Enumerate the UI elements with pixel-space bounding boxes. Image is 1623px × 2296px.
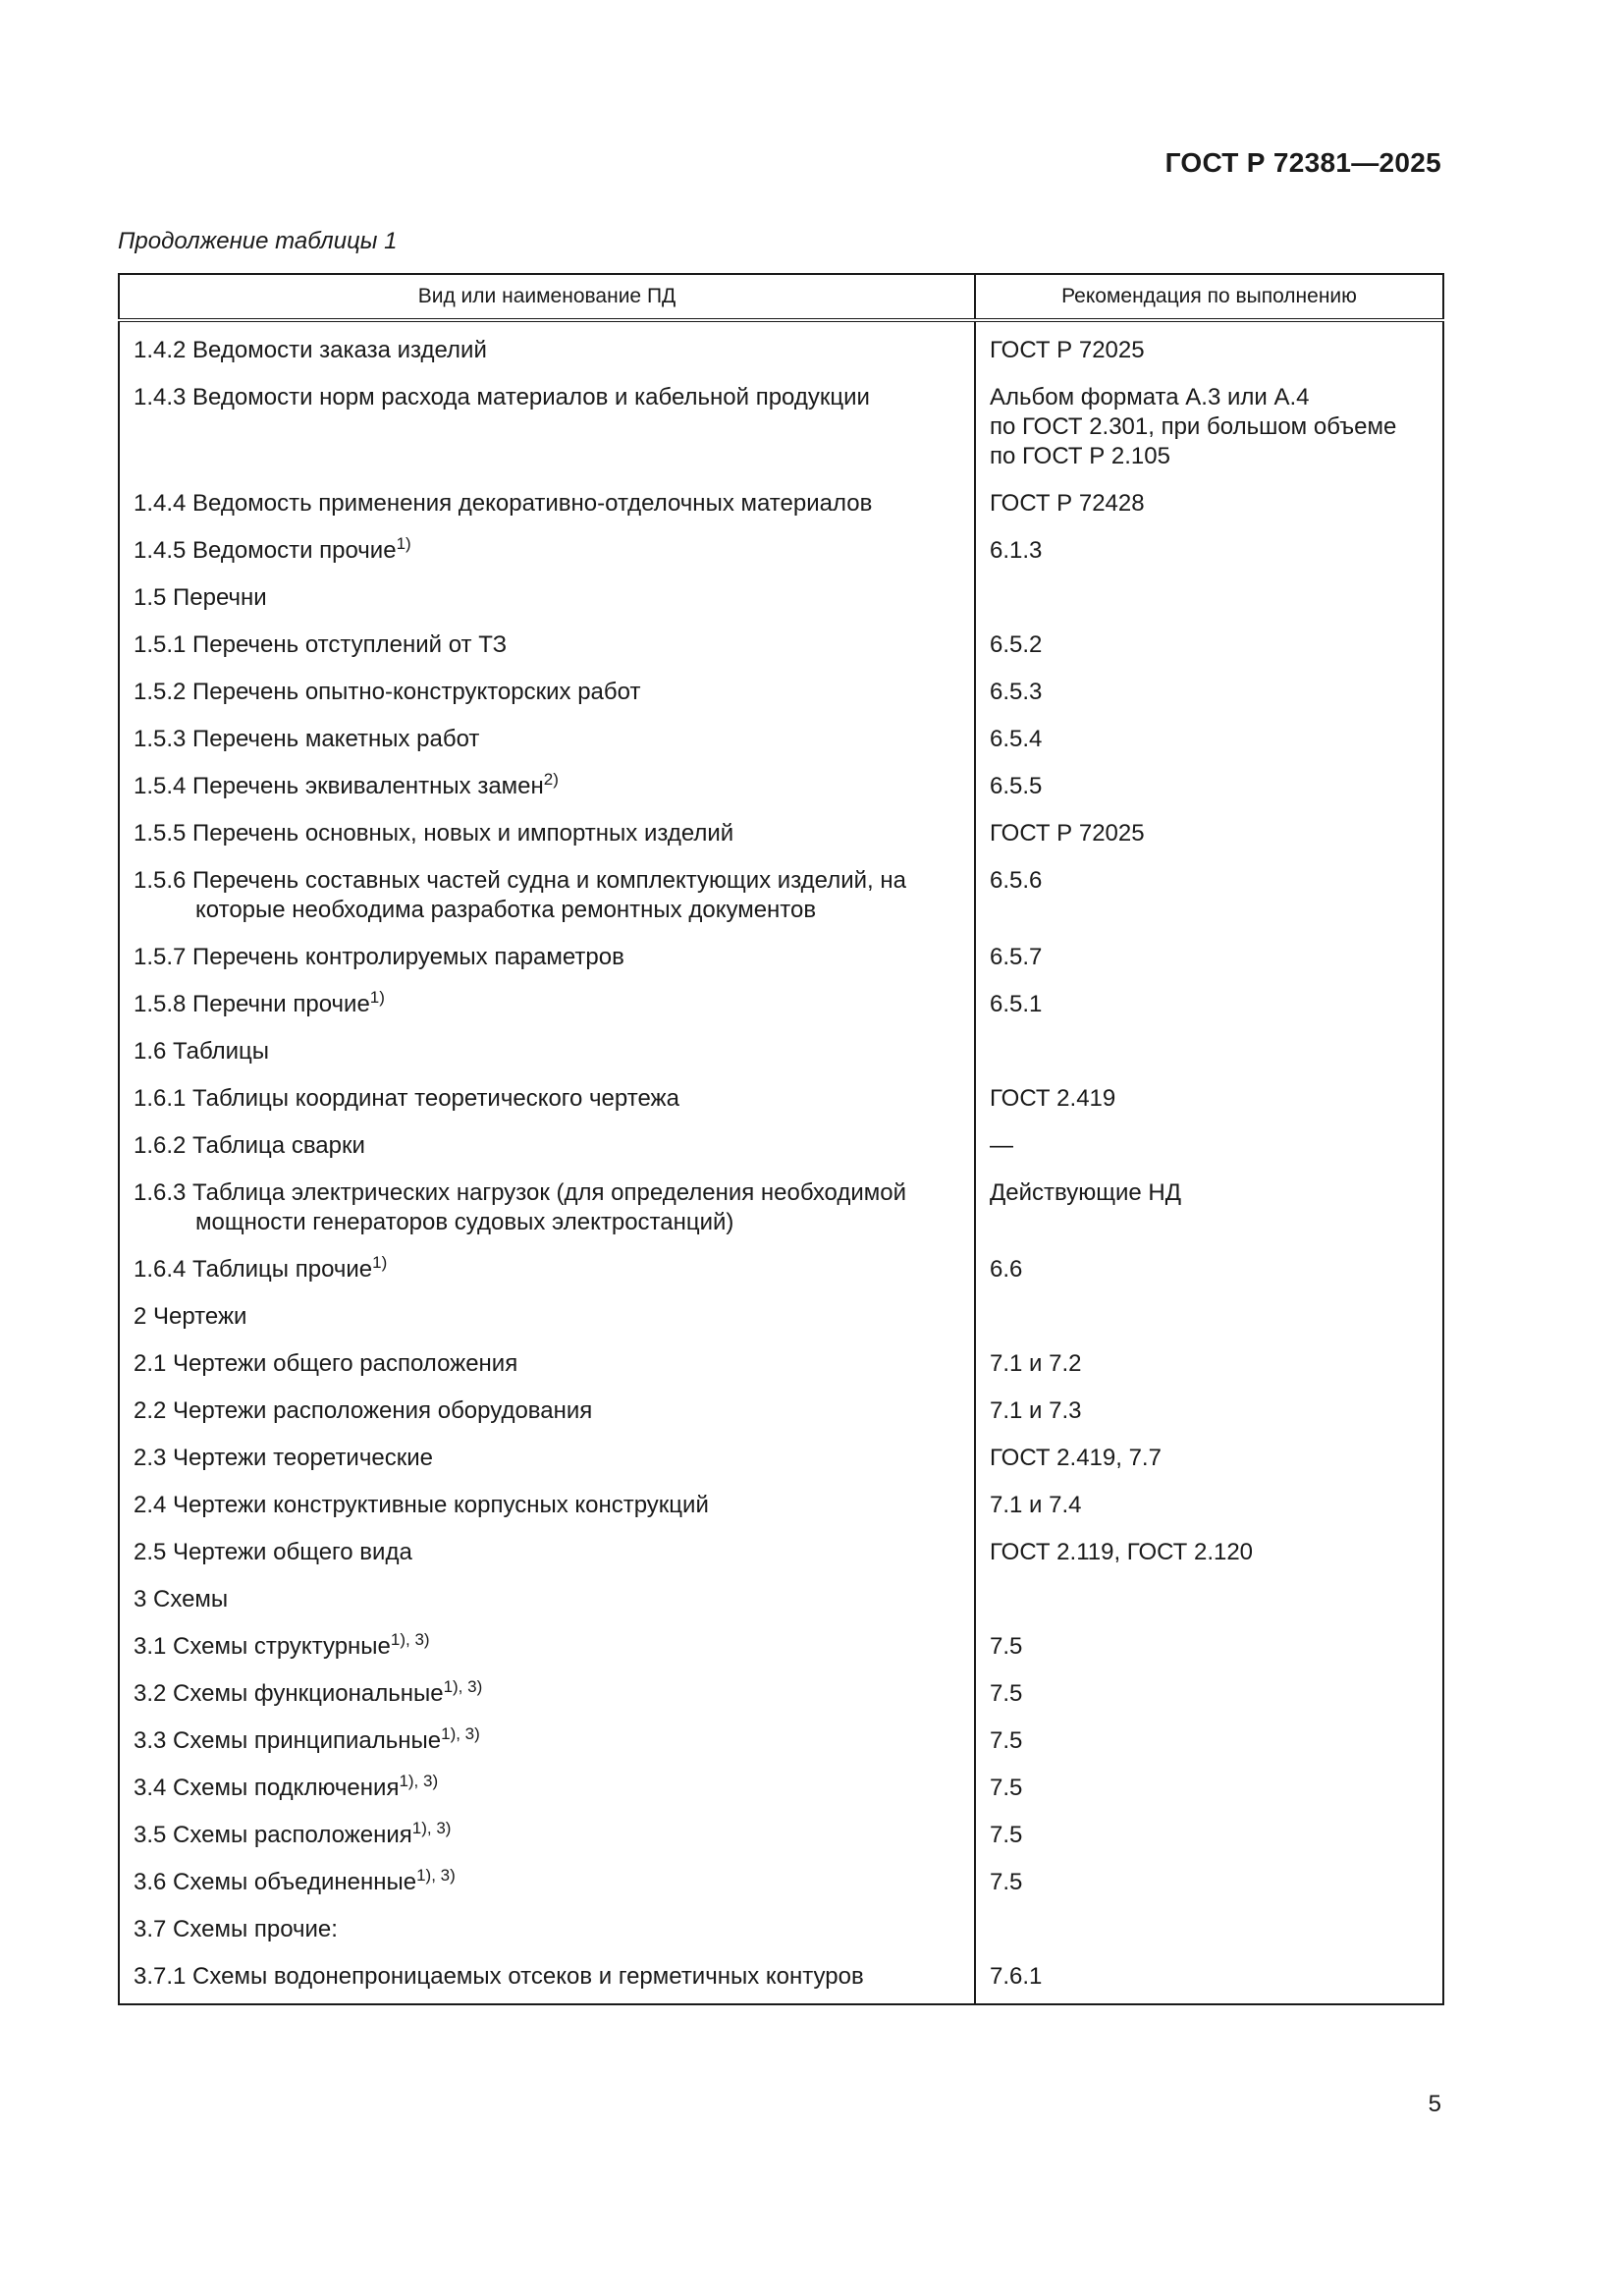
document-type-text: 3.1 Схемы структурные <box>134 1633 391 1660</box>
row-name-cell <box>119 1575 975 1622</box>
documentation-table <box>118 273 1444 2005</box>
recommendation-text: 7.5 <box>990 1869 1023 1895</box>
table-row <box>119 1387 1443 1434</box>
column-header-name: Вид или наименование ПД <box>119 274 975 320</box>
document-type-text: 2 Чертежи <box>134 1303 247 1330</box>
recommendation-text: ГОСТ Р 72428 <box>990 490 1145 517</box>
document-type-text: 1.6.4 Таблицы прочие <box>134 1256 373 1283</box>
row-recommendation-cell <box>975 1387 1443 1434</box>
row-name-cell <box>119 668 975 715</box>
document-type-text: 2.1 Чертежи общего расположения <box>134 1350 518 1377</box>
document-type-text: 1.4.2 Ведомости заказа изделий <box>134 337 487 363</box>
recommendation-text: 7.1 и 7.2 <box>990 1350 1082 1377</box>
row-name-cell <box>119 1027 975 1074</box>
document-type-text: 3.5 Схемы расположения <box>134 1822 412 1848</box>
document-type-name <box>134 1444 960 1473</box>
table-row <box>119 1481 1443 1528</box>
row-recommendation-cell <box>975 1121 1443 1169</box>
row-recommendation-cell <box>975 1074 1443 1121</box>
document-type-name <box>134 1962 960 1992</box>
document-type-name <box>134 1585 960 1614</box>
row-name-cell <box>119 320 975 373</box>
table-row <box>119 1905 1443 1952</box>
row-name-cell <box>119 1387 975 1434</box>
footnote-marker: 1) <box>369 988 385 1007</box>
document-type-text: 1.4.4 Ведомость применения декоративно-отделочных материалов <box>134 490 873 517</box>
row-name-cell <box>119 621 975 668</box>
footnote-marker: 2) <box>543 770 559 789</box>
row-recommendation-cell <box>975 762 1443 809</box>
row-recommendation-cell <box>975 856 1443 933</box>
document-type-name <box>134 489 960 519</box>
document-type-text: 1.6.3 Таблица электрических нагрузок (для определения необходимой мощности генераторов судовых электростанций) <box>134 1179 907 1235</box>
row-recommendation-cell <box>975 1717 1443 1764</box>
table-row <box>119 1575 1443 1622</box>
recommendation-text: 7.1 и 7.3 <box>990 1397 1082 1424</box>
row-name-cell <box>119 809 975 856</box>
row-recommendation-cell <box>975 1339 1443 1387</box>
document-type-name <box>134 725 960 754</box>
document-type-text: 1.4.5 Ведомости прочие <box>134 537 397 564</box>
document-type-name <box>134 1396 960 1426</box>
document-type-name <box>134 1632 960 1662</box>
document-type-name <box>134 1084 960 1114</box>
row-name-cell <box>119 715 975 762</box>
table-row <box>119 980 1443 1027</box>
document-type-text: 3 Схемы <box>134 1586 229 1613</box>
row-name-cell <box>119 1434 975 1481</box>
row-recommendation-cell <box>975 1245 1443 1292</box>
table-row <box>119 479 1443 526</box>
table-row <box>119 1717 1443 1764</box>
table-row <box>119 933 1443 980</box>
document-type-name <box>134 1349 960 1379</box>
document-type-name <box>134 630 960 660</box>
row-name-cell <box>119 933 975 980</box>
document-type-text: 3.7.1 Схемы водонепроницаемых отсеков и герметичных контуров <box>134 1963 864 1990</box>
recommendation-text: 7.6.1 <box>990 1963 1043 1990</box>
table-row <box>119 715 1443 762</box>
row-recommendation-cell <box>975 373 1443 479</box>
row-name-cell <box>119 1905 975 1952</box>
recommendation-text: ГОСТ Р 72025 <box>990 820 1145 847</box>
row-name-cell <box>119 1952 975 2004</box>
row-recommendation-cell <box>975 933 1443 980</box>
row-name-cell <box>119 1074 975 1121</box>
table-row <box>119 1074 1443 1121</box>
recommendation-text: ГОСТ Р 72025 <box>990 337 1145 363</box>
row-name-cell <box>119 1528 975 1575</box>
row-name-cell <box>119 526 975 574</box>
document-type-text: 1.5.8 Перечни прочие <box>134 991 370 1017</box>
row-name-cell <box>119 1669 975 1717</box>
document-type-name <box>134 1037 960 1066</box>
row-recommendation-cell <box>975 1858 1443 1905</box>
row-recommendation-cell <box>975 715 1443 762</box>
table-row <box>119 373 1443 479</box>
document-type-name <box>134 1178 960 1237</box>
recommendation-text: 7.5 <box>990 1727 1023 1754</box>
recommendation-text: ГОСТ 2.419 <box>990 1085 1116 1112</box>
table-row <box>119 1027 1443 1074</box>
document-type-text: 3.3 Схемы принципиальные <box>134 1727 442 1754</box>
row-name-cell <box>119 1622 975 1669</box>
table-row <box>119 1169 1443 1245</box>
row-recommendation-cell <box>975 1528 1443 1575</box>
row-recommendation-cell <box>975 1575 1443 1622</box>
table-row <box>119 1622 1443 1669</box>
table-row <box>119 1764 1443 1811</box>
table-row <box>119 1292 1443 1339</box>
table-row <box>119 1528 1443 1575</box>
row-recommendation-cell <box>975 1905 1443 1952</box>
recommendation-text: Альбом формата А.3 или А.4 по ГОСТ 2.301, при большом объеме по ГОСТ Р 2.105 <box>990 384 1397 469</box>
row-recommendation-cell <box>975 479 1443 526</box>
table-row <box>119 1811 1443 1858</box>
footnote-marker: 1), 3) <box>441 1724 480 1743</box>
document-type-text: 1.4.3 Ведомости норм расхода материалов и кабельной продукции <box>134 384 870 410</box>
row-name-cell <box>119 373 975 479</box>
document-type-name <box>134 1679 960 1709</box>
recommendation-text: ГОСТ 2.119, ГОСТ 2.120 <box>990 1539 1254 1565</box>
table-row <box>119 1952 1443 2004</box>
table-row <box>119 1858 1443 1905</box>
recommendation-text: 6.5.7 <box>990 944 1043 970</box>
recommendation-text: Действующие НД <box>990 1179 1181 1206</box>
row-recommendation-cell <box>975 1169 1443 1245</box>
document-type-name <box>134 1774 960 1803</box>
recommendation-text: 6.5.3 <box>990 679 1043 705</box>
footnote-marker: 1), 3) <box>443 1677 483 1696</box>
footnote-marker: 1), 3) <box>411 1819 452 1837</box>
table-row <box>119 668 1443 715</box>
column-header-recommendation: Рекомендация по выполнению <box>975 274 1443 320</box>
recommendation-text: 6.5.6 <box>990 867 1043 894</box>
row-name-cell <box>119 479 975 526</box>
document-type-text: 3.2 Схемы функциональные <box>134 1680 444 1707</box>
recommendation-text: 6.5.5 <box>990 773 1043 799</box>
document-type-text: 1.6.1 Таблицы координат теоретического чертежа <box>134 1085 679 1112</box>
row-name-cell <box>119 980 975 1027</box>
document-type-name <box>134 772 960 801</box>
row-recommendation-cell <box>975 574 1443 621</box>
table-row <box>119 320 1443 373</box>
document-type-text: 1.5 Перечни <box>134 584 267 611</box>
row-recommendation-cell <box>975 621 1443 668</box>
document-type-text: 3.4 Схемы подключения <box>134 1775 400 1801</box>
table-header <box>119 274 1443 320</box>
row-recommendation-cell <box>975 526 1443 574</box>
document-type-text: 1.5.7 Перечень контролируемых параметров <box>134 944 624 970</box>
table-continuation-caption: Продолжение таблицы 1 <box>118 228 398 254</box>
recommendation-text: 7.5 <box>990 1633 1023 1660</box>
row-recommendation-cell <box>975 1669 1443 1717</box>
document-type-name <box>134 1131 960 1161</box>
recommendation-text: 6.5.4 <box>990 726 1043 752</box>
row-name-cell <box>119 574 975 621</box>
document-type-text: 1.5.6 Перечень составных частей судна и комплектующих изделий, на которые необходима разработка ремонтных документов <box>134 867 906 923</box>
document-code: ГОСТ Р 72381—2025 <box>1164 147 1441 178</box>
recommendation-text: 6.6 <box>990 1256 1023 1283</box>
recommendation-text: — <box>990 1132 1013 1159</box>
table-row <box>119 1434 1443 1481</box>
recommendation-text: 7.5 <box>990 1775 1023 1801</box>
row-recommendation-cell <box>975 1622 1443 1669</box>
footnote-marker: 1), 3) <box>390 1630 430 1649</box>
document-type-name <box>134 1302 960 1332</box>
row-recommendation-cell <box>975 980 1443 1027</box>
table-row <box>119 762 1443 809</box>
row-name-cell <box>119 1717 975 1764</box>
document-type-text: 1.5.1 Перечень отступлений от ТЗ <box>134 631 508 658</box>
document-type-text: 1.6 Таблицы <box>134 1038 270 1065</box>
table-row <box>119 526 1443 574</box>
footnote-marker: 1) <box>396 534 411 553</box>
table-row <box>119 809 1443 856</box>
row-recommendation-cell <box>975 668 1443 715</box>
row-recommendation-cell <box>975 320 1443 373</box>
row-name-cell <box>119 1858 975 1905</box>
row-name-cell <box>119 762 975 809</box>
table-row <box>119 1121 1443 1169</box>
document-type-text: 1.5.5 Перечень основных, новых и импортных изделий <box>134 820 734 847</box>
row-recommendation-cell <box>975 809 1443 856</box>
document-type-name <box>134 1255 960 1285</box>
document-type-name <box>134 1538 960 1567</box>
recommendation-text: 6.5.2 <box>990 631 1043 658</box>
footnote-marker: 1) <box>372 1253 388 1272</box>
document-type-name <box>134 583 960 613</box>
document-type-text: 2.2 Чертежи расположения оборудования <box>134 1397 593 1424</box>
table-body <box>119 320 1443 2004</box>
document-type-name <box>134 1726 960 1756</box>
document-type-name <box>134 1491 960 1520</box>
document-type-name <box>134 990 960 1019</box>
row-name-cell <box>119 856 975 933</box>
document-type-text: 3.6 Схемы объединенные <box>134 1869 417 1895</box>
table-row <box>119 621 1443 668</box>
document-type-name <box>134 943 960 972</box>
document-type-text: 2.5 Чертежи общего вида <box>134 1539 412 1565</box>
document-type-text: 2.3 Чертежи теоретические <box>134 1445 433 1471</box>
footnote-marker: 1), 3) <box>399 1772 439 1790</box>
recommendation-text: 7.5 <box>990 1822 1023 1848</box>
row-recommendation-cell <box>975 1764 1443 1811</box>
document-type-text: 2.4 Чертежи конструктивные корпусных конструкций <box>134 1492 709 1518</box>
document-type-text: 1.5.2 Перечень опытно-конструкторских работ <box>134 679 641 705</box>
recommendation-text: 6.1.3 <box>990 537 1043 564</box>
document-type-name <box>134 866 960 925</box>
row-recommendation-cell <box>975 1811 1443 1858</box>
document-type-text: 1.5.3 Перечень макетных работ <box>134 726 480 752</box>
table-row <box>119 1245 1443 1292</box>
row-name-cell <box>119 1169 975 1245</box>
document-type-name <box>134 536 960 566</box>
row-recommendation-cell <box>975 1027 1443 1074</box>
recommendation-text: 6.5.1 <box>990 991 1043 1017</box>
document-type-text: 1.6.2 Таблица сварки <box>134 1132 365 1159</box>
document-type-name <box>134 678 960 707</box>
row-recommendation-cell <box>975 1292 1443 1339</box>
table-row <box>119 856 1443 933</box>
row-name-cell <box>119 1764 975 1811</box>
recommendation-text: ГОСТ 2.419, 7.7 <box>990 1445 1162 1471</box>
document-type-text: 1.5.4 Перечень эквивалентных замен <box>134 773 544 799</box>
row-name-cell <box>119 1481 975 1528</box>
row-name-cell <box>119 1292 975 1339</box>
document-type-text: 3.7 Схемы прочие: <box>134 1916 338 1942</box>
page-number: 5 <box>1428 2091 1441 2117</box>
row-name-cell <box>119 1245 975 1292</box>
row-name-cell <box>119 1121 975 1169</box>
row-name-cell <box>119 1811 975 1858</box>
footnote-marker: 1), 3) <box>416 1866 456 1885</box>
document-type-name <box>134 1868 960 1897</box>
document-type-name <box>134 336 960 365</box>
row-name-cell <box>119 1339 975 1387</box>
document-type-name <box>134 383 960 412</box>
row-recommendation-cell <box>975 1481 1443 1528</box>
recommendation-text: 7.5 <box>990 1680 1023 1707</box>
document-type-name <box>134 1915 960 1944</box>
table-row <box>119 574 1443 621</box>
row-recommendation-cell <box>975 1952 1443 2004</box>
row-recommendation-cell <box>975 1434 1443 1481</box>
recommendation-text: 7.1 и 7.4 <box>990 1492 1082 1518</box>
table-row <box>119 1669 1443 1717</box>
table-row <box>119 1339 1443 1387</box>
document-type-name <box>134 1821 960 1850</box>
document-type-name <box>134 819 960 848</box>
